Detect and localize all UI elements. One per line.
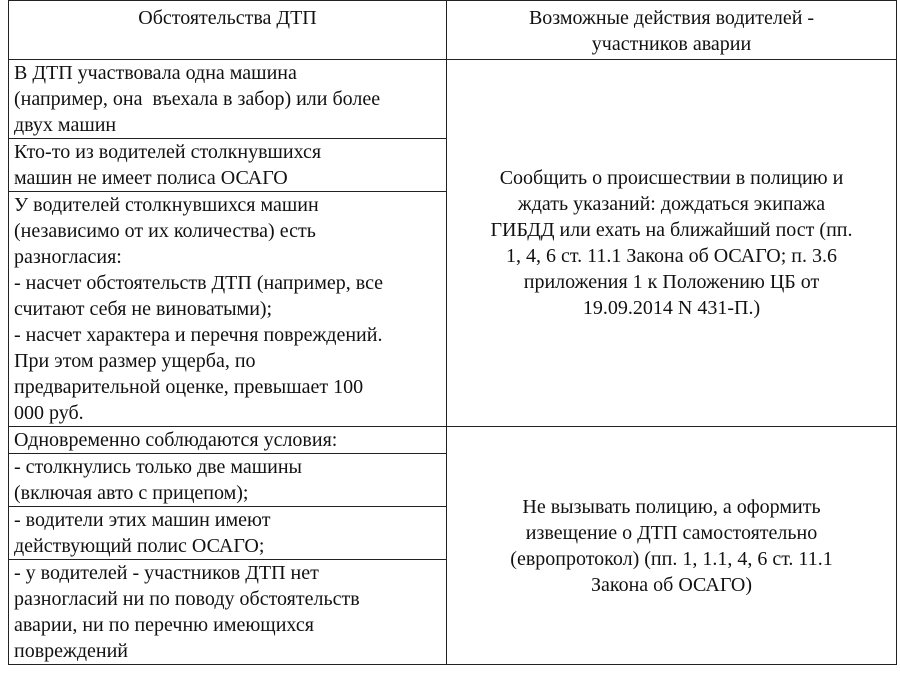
circumstance-cell: - столкнулись только две машины (включая авто с прицепом); [9,454,447,507]
circumstance-cell: У водителей столкнувшихся машин (независимо от их количества) есть разногласия: - насчет обстоятельств ДТП (например, все считают себя не виноватыми); - насчет характера и перечня повреждений. При этом размер ущерба, по предварительной оценке, превышает 100 000 руб. [9,192,447,427]
action-cell-europrotocol: Не вызывать полицию, а оформить извещение о ДТП самостоятельно (европротокол) (пп. 1, 1.1, 4, 6 ст. 11.1 Закона об ОСАГО) [447,427,897,665]
header-actions: Возможные действия водителей - участников аварии [447,1,897,60]
circumstance-cell: Одновременно соблюдаются условия: [9,427,447,454]
circumstance-cell: В ДТП участвовала одна машина (например, она въехала в забор) или более двух машин [9,60,447,139]
table-header-row [9,1,897,60]
circumstance-cell: - у водителей - участников ДТП нет разногласий ни по поводу обстоятельств аварии, ни по перечню имеющихся повреждений [9,560,447,665]
circumstance-cell: Кто-то из водителей столкнувшихся машин не имеет полиса ОСАГО [9,139,447,192]
action-cell-call-police: Сообщить о происшествии в полицию и ждать указаний: дождаться экипажа ГИБДД или ехать на ближайший пост (пп. 1, 4, 6 ст. 11.1 Закона об ОСАГО; п. 3.6 приложения 1 к Положению ЦБ от 19.09.2014 N 431-П.) [447,60,897,427]
table-row [9,60,897,139]
table-row [9,427,897,454]
dtp-actions-table [8,0,897,665]
circumstance-cell: - водители этих машин имеют действующий полис ОСАГО; [9,507,447,560]
header-circumstances: Обстоятельства ДТП [9,1,447,60]
